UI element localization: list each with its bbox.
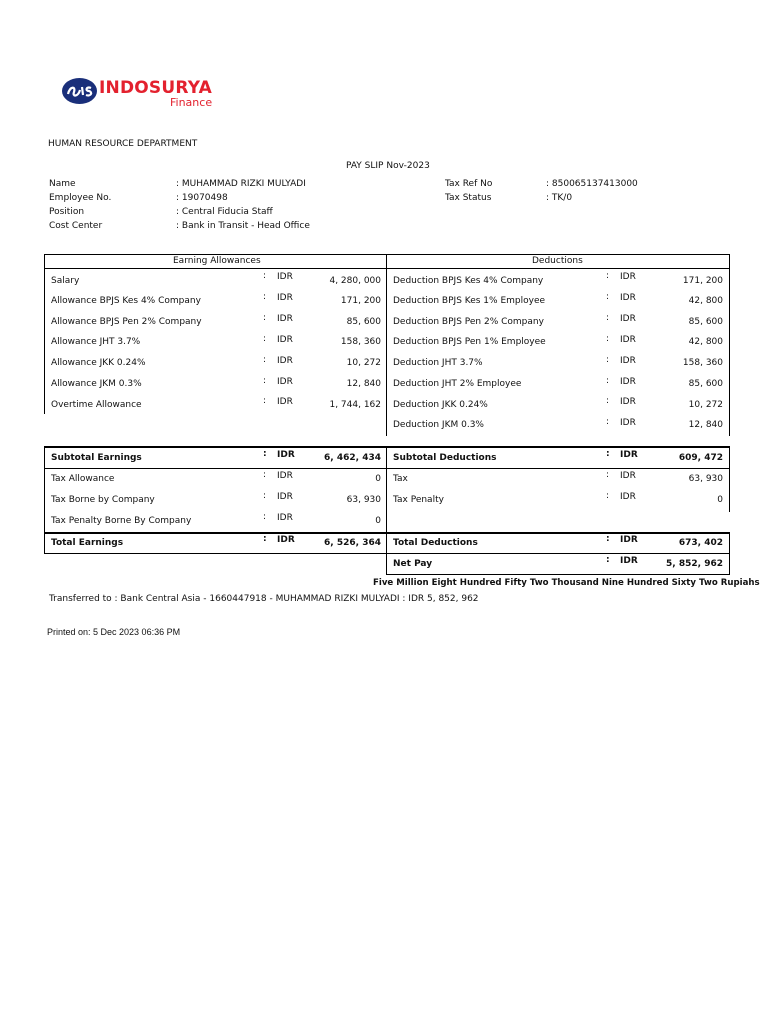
cost-center-value: : Bank in Transit - Head Office [176,221,310,231]
currency: IDR [620,377,636,387]
tax-penalty-label: Tax Penalty [393,495,444,505]
currency: IDR [277,293,293,303]
summary-right-border-lower [729,532,730,575]
subtotal-deductions-amount: 609, 472 [678,453,723,463]
colon: : [606,555,610,565]
colon: : [606,334,610,344]
deduction-label: Deduction JHT 2% Employee [393,379,522,389]
logo-emblem [62,78,97,104]
right-border [729,254,730,436]
earning-label: Salary [51,276,80,286]
name-value: : MUHAMMAD RIZKI MULYADI [176,179,306,189]
currency: IDR [277,356,293,366]
tax-label: Tax [393,474,408,484]
tax-status-value: : TK/0 [546,193,573,203]
total-earnings-amount: 6, 526, 364 [324,538,381,548]
earning-amount: 12, 840 [346,379,381,389]
currency: IDR [620,492,636,502]
earnings-header: Earning Allowances [173,256,261,266]
currency: IDR [620,293,636,303]
currency: IDR [277,314,293,324]
colon: : [263,271,267,281]
earning-amount: 85, 600 [346,317,381,327]
colon: : [263,334,267,344]
currency: IDR [620,471,636,481]
logo-sub-text: Finance [170,96,213,109]
deduction-amount: 10, 272 [688,400,723,410]
position-label: Position [49,207,85,217]
currency: IDR [620,397,636,407]
currency: IDR [620,314,636,324]
deduction-amount: 12, 840 [688,420,723,430]
colon: : [263,534,267,544]
colon: : [606,376,610,386]
earning-amount: 4, 280, 000 [329,276,381,286]
tax-ref-value: : 850065137413000 [546,179,638,189]
currency: IDR [277,471,293,481]
total-earnings-label: Total Earnings [51,538,124,548]
tax-penalty-borne-label: Tax Penalty Borne By Company [51,516,192,526]
colon: : [606,355,610,365]
currency: IDR [277,272,293,282]
colon: : [606,417,610,427]
tax-ref-label: Tax Ref No [445,179,493,189]
tax-status-label: Tax Status [445,193,492,203]
currency: IDR [620,418,636,428]
summary-total-bottom-border [44,553,730,554]
colon: : [606,396,610,406]
colon: : [606,470,610,480]
currency: IDR [620,450,638,460]
deduction-amount: 42, 800 [688,337,723,347]
earning-label: Allowance JKK 0.24% [51,358,146,368]
colon: : [263,512,267,522]
colon: : [263,313,267,323]
tax-borne-amount: 63, 930 [346,495,381,505]
tax-penalty-amount: 0 [717,495,723,505]
deductions-header: Deductions [532,256,583,266]
summary-subtotal-border [44,468,730,469]
tax-borne-label: Tax Borne by Company [51,495,155,505]
summary-top-border-2 [44,447,730,448]
currency: IDR [620,556,638,566]
tax-allowance-amount: 0 [375,474,381,484]
colon: : [606,292,610,302]
currency: IDR [620,272,636,282]
earning-label: Allowance BPJS Kes 4% Company [51,296,201,306]
colon: : [263,470,267,480]
deduction-label: Deduction BPJS Pen 2% Company [393,317,544,327]
earning-amount: 1, 744, 162 [329,400,381,410]
deduction-label: Deduction BPJS Kes 4% Company [393,276,544,286]
left-border [44,254,45,414]
payslip-title: PAY SLIP Nov-2023 [346,161,430,171]
center-divider [386,254,387,436]
net-pay-amount: 5, 852, 962 [666,559,723,569]
colon: : [606,491,610,501]
employee-no-value: : 19070498 [176,193,228,203]
colon: : [263,292,267,302]
net-pay-label: Net Pay [393,559,433,569]
printed-on: Printed on: 5 Dec 2023 06:36 PM [47,627,181,637]
employee-no-label: Employee No. [49,193,112,203]
department-heading: HUMAN RESOURCE DEPARTMENT [48,139,198,149]
currency: IDR [620,356,636,366]
tax-allowance-label: Tax Allowance [51,474,115,484]
earning-label: Allowance JKM 0.3% [51,379,142,389]
colon: : [263,396,267,406]
currency: IDR [277,335,293,345]
position-value: : Central Fiducia Staff [176,207,273,217]
deduction-label: Deduction BPJS Kes 1% Employee [393,296,546,306]
currency: IDR [620,335,636,345]
deduction-amount: 171, 200 [682,276,723,286]
colon: : [263,355,267,365]
total-deductions-amount: 673, 402 [678,538,723,548]
deduction-label: Deduction JHT 3.7% [393,358,483,368]
deduction-label: Deduction JKK 0.24% [393,400,488,410]
currency: IDR [277,535,295,545]
total-deductions-label: Total Deductions [393,538,478,548]
colon: : [606,271,610,281]
currency: IDR [277,513,293,523]
summary-right-border-upper [729,446,730,512]
currency: IDR [277,377,293,387]
logo-brand-text: INDOSURYA [99,78,212,98]
company-logo [62,76,242,112]
earning-amount: 171, 200 [340,296,381,306]
tax-amount: 63, 930 [688,474,723,484]
earning-label: Overtime Allowance [51,400,142,410]
subtotal-deductions-label: Subtotal Deductions [393,453,497,463]
cost-center-label: Cost Center [49,221,103,231]
deduction-amount: 158, 360 [682,358,723,368]
currency: IDR [277,397,293,407]
earning-amount: 158, 360 [340,337,381,347]
amount-in-words: Five Million Eight Hundred Fifty Two Thousand Nine Hundred Sixty Two Rupiahs [373,578,760,588]
subtotal-earnings-amount: 6, 462, 434 [324,453,381,463]
colon: : [606,534,610,544]
currency: IDR [277,450,295,460]
netpay-bottom-border [386,574,730,575]
summary-total-top-border-2 [44,533,730,534]
transfer-info: Transferred to : Bank Central Asia - 1660447918 - MUHAMMAD RIZKI MULYADI : IDR 5, 852, 962 [49,594,479,604]
colon: : [606,313,610,323]
deduction-amount: 42, 800 [688,296,723,306]
deduction-amount: 85, 600 [688,379,723,389]
currency: IDR [277,492,293,502]
subtotal-earnings-label: Subtotal Earnings [51,453,142,463]
colon: : [606,449,610,459]
name-label: Name [49,179,76,189]
table-top-border [44,254,730,255]
deduction-amount: 85, 600 [688,317,723,327]
earning-label: Allowance BPJS Pen 2% Company [51,317,202,327]
earning-amount: 10, 272 [346,358,381,368]
earning-label: Allowance JHT 3.7% [51,337,141,347]
tax-penalty-borne-amount: 0 [375,516,381,526]
summary-center-divider [386,446,387,575]
deduction-label: Deduction BPJS Pen 1% Employee [393,337,546,347]
summary-left-border [44,446,45,554]
deduction-label: Deduction JKM 0.3% [393,420,484,430]
table-header-border [44,268,730,269]
currency: IDR [620,535,638,545]
colon: : [263,491,267,501]
colon: : [263,376,267,386]
colon: : [263,449,267,459]
